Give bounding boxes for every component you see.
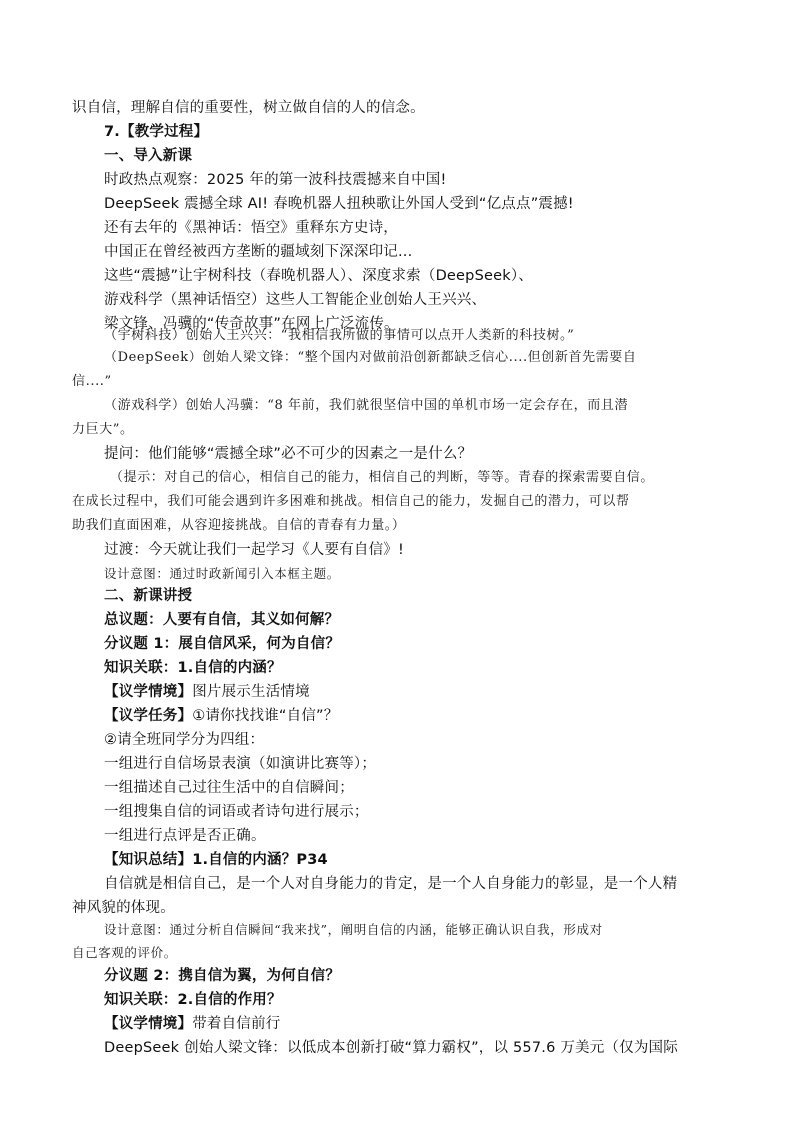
text-line: 中国正在曾经被西方垄断的疆域刻下深深印记... bbox=[104, 244, 413, 260]
group-item: 一组描述自己过往生活中的自信瞬间； bbox=[104, 780, 354, 796]
summary-text: 1.自信的内涵？P34 bbox=[192, 852, 328, 868]
task-tag: 【议学任务】 bbox=[104, 708, 193, 724]
quote-wang-xingxing: （宇树科技）创始人王兴兴：“我相信我所做的事情可以点开人类新的科技树。” bbox=[104, 328, 575, 343]
quote-feng-ji: （游戏科学）创始人冯骥：“8 年前，我们就很坚信中国的单机市场一定会存在，而且潜 bbox=[104, 398, 629, 413]
text-line: DeepSeek 震撼全球 AI! 春晚机器人扭秧歌让外国人受到“亿点点”震撼! bbox=[104, 196, 574, 212]
situation-text: 图片展示生活情境 bbox=[192, 684, 310, 700]
text-line: 这些“震撼”让宇树科技（春晚机器人）、深度求索（DeepSeek）、 bbox=[104, 268, 533, 284]
design-intent-cont: 自己客观的评价。 bbox=[72, 945, 177, 960]
design-intent: 设计意图：通过分析自信瞬间“我来找”，阐明自信的内涵，能够正确认识自我，形成对 bbox=[104, 922, 603, 937]
text-line: DeepSeek 创始人梁文锋：以低成本创新打破“算力霸权”，以 557.6 万美元（仅为国际 bbox=[104, 1040, 678, 1056]
design-intent: 设计意图：通过时政新闻引入本框主题。 bbox=[104, 566, 340, 581]
quote-feng-ji-cont: 力巨大”。 bbox=[72, 422, 134, 437]
question-prompt: 提问：他们能够“震撼全球”必不可少的因素之一是什么？ bbox=[104, 446, 473, 462]
text-line: 时政热点观察：2025 年的第一波科技震撼来自中国! bbox=[104, 172, 447, 188]
task-1 bbox=[104, 704, 338, 728]
heading-intro: 一、导入新课 bbox=[104, 148, 193, 164]
section-teaching-process: 7.【教学过程】 bbox=[104, 124, 209, 140]
group-item: 一组进行自信场景表演（如演讲比赛等）； bbox=[104, 756, 377, 772]
text-line: 还有去年的《黑神话：悟空》重释东方史诗， bbox=[104, 220, 398, 236]
situation-2 bbox=[104, 1012, 280, 1036]
heading-new-lesson: 二、新课讲授 bbox=[104, 588, 193, 604]
hint-line: 助我们直面困难，从容迎接挑战。自信的青春有力量。） bbox=[72, 518, 406, 533]
transition-line: 过渡：今天就让我们一起学习《人要有自信》! bbox=[104, 542, 405, 558]
situation-text: 带着自信前行 bbox=[192, 1016, 281, 1032]
sub-topic-1: 分议题 1：展自信风采，何为自信？ bbox=[104, 636, 341, 652]
text-line: 梁文锋、冯骥的“传奇故事”在网上广泛流传。 bbox=[104, 316, 399, 332]
situation-tag: 【议学情境】 bbox=[104, 1016, 193, 1032]
main-topic: 总议题：人要有自信，其义如何解？ bbox=[104, 612, 340, 628]
group-item: 一组进行点评是否正确。 bbox=[104, 828, 266, 844]
knowledge-summary bbox=[104, 848, 328, 872]
definition-line: 神风貌的体现。 bbox=[72, 900, 175, 916]
quote-liang-wenfeng: （DeepSeek）创始人梁文锋：“整个国内对做前沿创新都缺乏信心....但创新首先需要自 bbox=[104, 350, 637, 365]
text-line: 游戏科学（黑神话悟空）这些人工智能企业创始人王兴兴、 bbox=[104, 292, 487, 308]
knowledge-link-2: 知识关联：2.自信的作用？ bbox=[104, 992, 282, 1008]
hint-line: 在成长过程中，我们可能会遇到许多困难和挑战。相信自己的能力，发掘自己的潜力，可以帮 bbox=[72, 494, 630, 509]
group-item: 一组搜集自信的词语或者诗句进行展示； bbox=[104, 804, 369, 820]
hint-line: （提示：对自己的信心，相信自己的能力，相信自己的判断，等等。青春的探索需要自信。 bbox=[110, 470, 655, 485]
task-2: ②请全班同学分为四组： bbox=[104, 732, 265, 748]
summary-tag: 【知识总结】 bbox=[104, 852, 193, 868]
quote-liang-wenfeng-cont: 信....” bbox=[72, 374, 112, 389]
definition-line: 自信就是相信自己，是一个人对自身能力的肯定，是一个人自身能力的彰显，是一个人精 bbox=[104, 876, 678, 892]
situation-1 bbox=[104, 680, 310, 704]
situation-tag: 【议学情境】 bbox=[104, 684, 193, 700]
task-text: ①请你找找谁“自信”？ bbox=[192, 708, 339, 724]
sub-topic-2: 分议题 2：携自信为翼，为何自信？ bbox=[104, 968, 341, 984]
knowledge-link-1: 知识关联：1.自信的内涵？ bbox=[104, 660, 282, 676]
paragraph-objective-end: 识自信，理解自信的重要性，树立做自信的人的信念。 bbox=[72, 100, 425, 116]
